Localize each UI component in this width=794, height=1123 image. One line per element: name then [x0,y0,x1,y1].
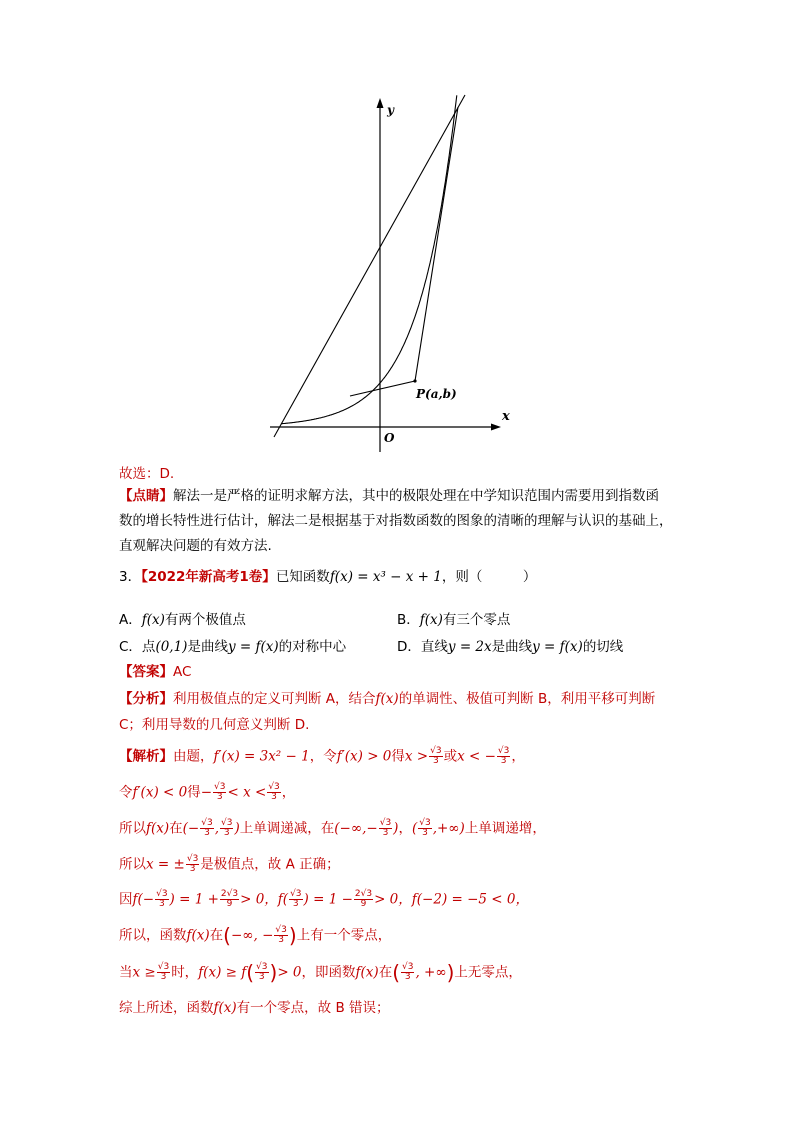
solution-line-8: 综上所述，函数f(x)有一个零点，故 B 错误； [119,1000,390,1016]
solution-line-6: 所以，函数f(x)在(−∞, − $\frac{√3}{3}$ )上有一个零点， [119,923,392,948]
fraction: $\frac{√3}{3}$ [221,818,233,838]
solution-line-7: 当x ≥ $\frac{√3}{3}$ 时，f(x) ≥ f( $\frac{√3}{3}$ )> 0，即函数f(x)在( $\frac{√3}{3}$ , +∞)上无零点， [119,960,522,985]
analysis-line-2: C；利用导数的几何意义判断 D. [119,717,310,733]
question-stem-a: 已知函数 [275,569,330,585]
fraction: $\frac{√3}{3}$ [402,962,414,982]
fraction: $\frac{√3}{3}$ [290,889,302,909]
comment-line-3: 直观解决问题的有效方法. [119,538,272,554]
fraction: $\frac{√3}{3}$ [268,782,280,802]
fraction: $\frac{√3}{3}$ [497,746,510,766]
fraction: $\frac{√3}{3}$ [275,925,287,945]
y-label: y [387,103,394,117]
fraction: $\frac{√3}{3}$ [430,746,442,766]
solution-line-5: 因f(− $\frac{√3}{3}$ ) = 1 + $\frac{2√3}{9}$ > 0，f( $\frac{√3}{3}$ ) = 1 − $\frac{2√3}{9}$ > 0，f(−2) = −5 < 0， [119,889,529,909]
options-row-2 [119,638,624,656]
solution-line-1: 【解析】由题，f′(x) = 3x² − 1，令f′(x) > 0得x > $\frac{√3}{3}$ 或x < − $\frac{√3}{3}$ ， [119,746,525,766]
question-number: 3． [119,569,142,585]
fraction: $\frac{√3}{3}$ [379,818,392,838]
fraction: $\frac{√3}{3}$ [419,818,431,838]
x-label: x [502,409,510,424]
answer-tag: 【答案】 [119,664,173,680]
comment-line-1 [119,487,659,505]
option-c: C．点(0,1)是曲线y = f(x)的对称中心 [119,639,347,655]
fraction: $\frac{√3}{3}$ [256,962,268,982]
x-axis-arrow [491,424,501,431]
solution-line-3: 所以f(x)在(− $\frac{√3}{3}$ , $\frac{√3}{3}$ )上单调递减，在(−∞,− $\frac{√3}{3}$ )，( $\frac{√3}{3}$ ,+∞)上单调递增， [119,818,546,838]
origin-label: O [384,431,395,445]
segment-to-p [350,381,415,396]
option-d: D．直线y = 2x是曲线y = f(x)的切线 [397,639,624,655]
comment-text-1: 解法一是严格的证明求解方法，其中的极限处理在中学知识范围内需要用到指数函 [173,488,659,504]
question-function: f(x) = x³ − x + 1 [329,569,442,585]
point-p-label: P(a,b) [416,387,457,401]
y-axis-arrow [377,98,384,108]
analysis-tag: 【分析】 [119,691,173,707]
analysis-line-1: 【分析】利用极值点的定义可判断 A，结合f(x)的单调性、极值可判断 B，利用平移可判断 [119,691,656,707]
fraction: $\frac{√3}{3}$ [186,854,199,874]
exponential-curve [281,95,457,423]
question-3-stem [119,568,536,586]
options-row-1 [119,611,511,629]
exponential-graph-figure [250,90,520,462]
solution-tag: 【解析】 [119,748,173,765]
graph-svg [250,90,520,462]
point-p [413,379,416,382]
answer-line [119,663,191,681]
fraction: $\frac{√3}{3}$ [157,962,170,982]
answer-value: AC [173,664,192,680]
option-b: B．f(x)有三个零点 [397,612,511,628]
fraction: $\frac{√3}{3}$ [214,782,226,802]
solution-line-4: 所以x = ± $\frac{√3}{3}$ 是极值点，故 A 正确； [119,854,340,874]
solution-line-2: 令f′(x) < 0得− $\frac{√3}{3}$ < x < $\frac{√3}{3}$ ， [119,782,296,802]
fraction: $\frac{2√3}{9}$ [220,889,239,909]
question-stem-b: ，则（ ） [441,569,537,585]
answer-choice-line: 故选：D. [119,466,175,482]
fraction: $\frac{√3}{3}$ [156,889,168,909]
secant-line [415,107,458,381]
comment-line-2: 数的增长特性进行估计，解法二是根据基于对指数函数的图象的清晰的理解与认识的基础上， [119,513,673,529]
option-a: A．f(x)有两个极值点 [119,612,246,628]
fraction: $\frac{2√3}{9}$ [354,889,373,909]
fraction: $\frac{√3}{3}$ [201,818,213,838]
tangent-line [274,95,465,437]
comment-tag: 【点睛】 [119,488,173,504]
question-source: 【2022年新高考1卷】 [141,569,276,585]
